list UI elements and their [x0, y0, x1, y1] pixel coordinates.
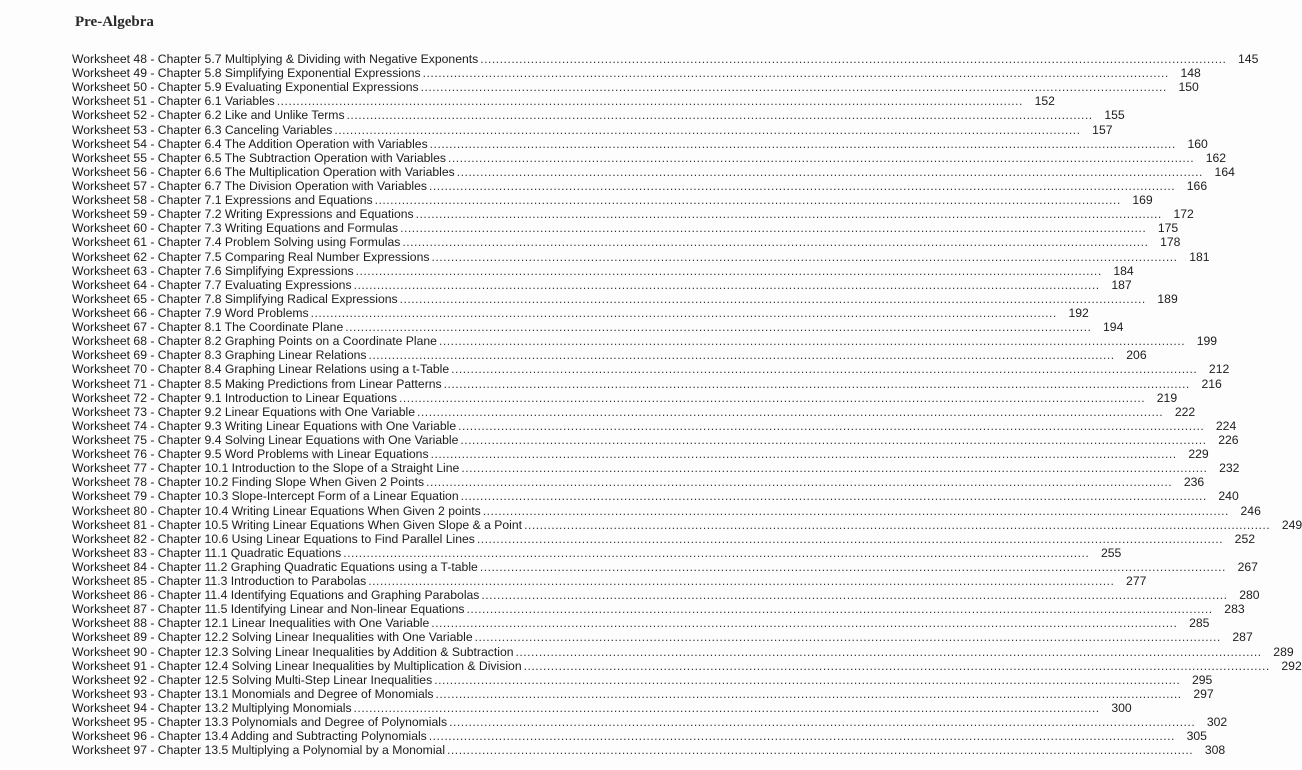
toc-entry-title: Worksheet 83 - Chapter 11.1 Quadratic Equations: [72, 545, 342, 560]
toc-entry-page-number: 240: [1218, 489, 1239, 504]
toc-entry: [72, 743, 1226, 758]
toc-entry: [72, 207, 1194, 222]
toc-entry-title: Worksheet 97 - Chapter 13.5 Multiplying a Polynomial by a Monomial: [72, 743, 446, 758]
toc-entry-title: Worksheet 95 - Chapter 13.3 Polynomials and Degree of Polynomials: [72, 715, 448, 730]
toc-entry-page-number: 229: [1188, 447, 1209, 462]
toc-entry: [72, 320, 1124, 335]
toc-entry-page-number: 292: [1281, 658, 1302, 673]
toc-entry-title: Worksheet 50 - Chapter 5.9 Evaluating Exponential Expressions: [72, 80, 419, 95]
toc-entry: [72, 701, 1132, 716]
dot-leader: [455, 165, 1205, 179]
dot-leader: [447, 715, 1197, 729]
toc-entry-title: Worksheet 59 - Chapter 7.2 Writing Expressions and Equations: [72, 207, 414, 222]
toc-entry-title: Worksheet 92 - Chapter 12.5 Solving Multi-Step Linear Inequalities: [72, 672, 433, 687]
toc-entry-title: Worksheet 61 - Chapter 7.4 Problem Solving using Formulas: [72, 235, 401, 250]
toc-entry-page-number: 189: [1157, 291, 1178, 306]
toc-entry: [72, 503, 1261, 518]
dot-leader: [429, 616, 1179, 630]
dot-leader: [345, 108, 1095, 122]
toc-entry-title: Worksheet 90 - Chapter 12.3 Solving Linear Inequalities by Addition & Subtraction: [72, 644, 514, 659]
dot-leader: [514, 645, 1264, 659]
dot-leader: [445, 743, 1195, 757]
toc-entry: [72, 235, 1181, 250]
dot-leader: [427, 729, 1177, 743]
toc-entry-page-number: 300: [1111, 701, 1132, 716]
toc-entry-page-number: 289: [1273, 644, 1294, 659]
dot-leader: [458, 433, 1208, 447]
dot-leader: [366, 348, 1116, 362]
toc-entry: [72, 80, 1199, 95]
dot-leader: [481, 504, 1231, 518]
toc-entry-title: Worksheet 52 - Chapter 6.2 Like and Unlike Terms: [72, 108, 345, 123]
toc-entry-page-number: 283: [1224, 602, 1245, 617]
toc-entry-title: Worksheet 80 - Chapter 10.4 Writing Linear Equations When Given 2 points: [72, 503, 481, 518]
toc-entry-title: Worksheet 91 - Chapter 12.4 Solving Linear Inequalities by Multiplication & Division: [72, 658, 522, 673]
toc-entry-page-number: 236: [1183, 475, 1205, 490]
toc-entry-title: Worksheet 67 - Chapter 8.1 The Coordinate Plane: [72, 320, 344, 335]
dot-leader: [449, 362, 1199, 376]
toc-entry-title: Worksheet 53 - Chapter 6.3 Canceling Variables: [72, 122, 333, 137]
toc-entry: [72, 390, 1178, 405]
toc-entry-title: Worksheet 56 - Chapter 6.6 The Multiplication Operation with Variables: [72, 164, 455, 179]
toc-entry-title: Worksheet 65 - Chapter 7.8 Simplifying Radical Expressions: [72, 291, 398, 306]
toc-entry: [72, 404, 1196, 419]
toc-entry: [72, 644, 1294, 659]
toc-entry-title: Worksheet 77 - Chapter 10.1 Introduction to the Slope of a Straight Line: [72, 461, 460, 476]
toc-entry: [72, 672, 1213, 687]
dot-leader: [341, 546, 1091, 560]
toc-entry-title: Worksheet 82 - Chapter 10.6 Using Linear Equations to Find Parallel Lines: [72, 531, 475, 546]
toc-entry-page-number: 255: [1100, 545, 1122, 560]
toc-entry: [72, 178, 1208, 193]
dot-leader: [419, 80, 1169, 94]
dot-leader: [373, 193, 1123, 207]
toc-entry-title: Worksheet 55 - Chapter 6.5 The Subtraction Operation with Variables: [72, 150, 446, 165]
toc-entry: [72, 94, 1055, 109]
dot-leader: [421, 66, 1171, 80]
toc-entry-page-number: 246: [1240, 503, 1261, 518]
toc-entry: [72, 715, 1228, 730]
toc-entry: [72, 108, 1125, 123]
toc-entry-page-number: 280: [1239, 588, 1260, 603]
toc-entry-page-number: 155: [1104, 108, 1125, 123]
toc-entry: [72, 686, 1214, 701]
toc-entry-title: Worksheet 68 - Chapter 8.2 Graphing Points on a Coordinate Plane: [72, 334, 437, 349]
dot-leader: [332, 123, 1082, 137]
toc-entry: [72, 658, 1302, 673]
dot-leader: [432, 673, 1182, 687]
toc-entry: [72, 531, 1256, 546]
toc-entry: [72, 461, 1240, 476]
dot-leader: [354, 264, 1104, 278]
toc-entry-page-number: 162: [1205, 150, 1227, 165]
dot-leader: [427, 179, 1177, 193]
toc-entry: [72, 249, 1210, 264]
toc-entry-page-number: 297: [1193, 686, 1214, 701]
toc-entry-title: Worksheet 94 - Chapter 13.2 Multiplying Monomials: [72, 701, 352, 716]
toc-entry-page-number: 216: [1201, 376, 1222, 391]
dot-leader: [309, 306, 1059, 320]
toc-entry: [72, 277, 1132, 292]
dot-leader: [366, 574, 1116, 588]
toc-entry-title: Worksheet 86 - Chapter 11.4 Identifying Equations and Graphing Parabolas: [72, 588, 480, 603]
toc-entry-title: Worksheet 87 - Chapter 11.5 Identifying Linear and Non-linear Equations: [72, 602, 465, 617]
toc-entry: [72, 545, 1122, 560]
toc-entry: [72, 376, 1222, 391]
toc-entry-page-number: 226: [1218, 432, 1239, 447]
toc-entry-page-number: 164: [1214, 164, 1235, 179]
toc-entry-page-number: 145: [1238, 52, 1259, 66]
toc-entry-page-number: 232: [1219, 461, 1240, 476]
toc-entry: [72, 221, 1179, 236]
toc-entry-title: Worksheet 62 - Chapter 7.5 Comparing Real Number Expressions: [72, 249, 430, 264]
toc-entry-title: Worksheet 48 - Chapter 5.7 Multiplying & Dividing with Negative Exponents: [72, 52, 479, 66]
dot-leader: [478, 560, 1228, 574]
toc-entry: [72, 66, 1201, 81]
toc-entry: [72, 616, 1210, 631]
toc-entry-title: Worksheet 89 - Chapter 12.2 Solving Linear Inequalities with One Variable: [72, 630, 473, 645]
toc-entry-title: Worksheet 88 - Chapter 12.1 Linear Inequalities with One Variable: [72, 616, 430, 631]
toc-entry: [72, 193, 1153, 208]
toc-entry-title: Worksheet 71 - Chapter 8.5 Making Predictions from Linear Patterns: [72, 376, 442, 391]
toc-entry-page-number: 148: [1180, 66, 1201, 81]
toc-entry-page-number: 224: [1215, 418, 1237, 433]
dot-leader: [428, 137, 1178, 151]
toc-entry: [72, 305, 1089, 320]
dot-leader: [434, 687, 1184, 701]
table-of-contents: [72, 52, 1302, 758]
toc-entry-page-number: 302: [1206, 715, 1228, 730]
toc-entry-page-number: 222: [1174, 404, 1196, 419]
toc-entry: [72, 475, 1205, 490]
toc-entry: [72, 334, 1218, 349]
dot-leader: [400, 235, 1150, 249]
toc-entry: [72, 447, 1209, 462]
dot-leader: [415, 405, 1165, 419]
toc-entry-page-number: 219: [1156, 390, 1178, 405]
dot-leader: [475, 532, 1225, 546]
toc-entry-page-number: 285: [1189, 616, 1210, 631]
toc-entry: [72, 602, 1245, 617]
toc-entry-page-number: 172: [1173, 207, 1194, 222]
toc-entry-page-number: 194: [1103, 320, 1124, 335]
toc-entry-page-number: 249: [1281, 517, 1302, 532]
toc-entry-title: Worksheet 54 - Chapter 6.4 The Addition Operation with Variables: [72, 136, 428, 151]
toc-entry-page-number: 184: [1113, 263, 1134, 278]
toc-entry-page-number: 152: [1034, 94, 1055, 109]
dot-leader: [459, 461, 1209, 475]
toc-entry-title: Worksheet 73 - Chapter 9.2 Linear Equations with One Variable: [72, 404, 416, 419]
toc-entry-page-number: 199: [1196, 334, 1218, 349]
toc-entry-page-number: 166: [1186, 178, 1208, 193]
dot-leader: [414, 207, 1164, 221]
toc-entry: [72, 630, 1253, 645]
toc-entry-page-number: 267: [1237, 559, 1258, 574]
toc-entry: [72, 729, 1207, 744]
toc-entry-title: Worksheet 64 - Chapter 7.7 Evaluating Expressions: [72, 277, 352, 292]
toc-entry-page-number: 295: [1191, 672, 1213, 687]
toc-entry: [72, 164, 1235, 179]
toc-entry-title: Worksheet 72 - Chapter 9.1 Introduction to Linear Equations: [72, 390, 397, 405]
dot-leader: [398, 292, 1148, 306]
dot-leader: [437, 334, 1187, 348]
toc-entry-page-number: 287: [1232, 630, 1253, 645]
toc-entry-title: Worksheet 76 - Chapter 9.5 Word Problems with Linear Equations: [72, 447, 429, 462]
toc-entry-title: Worksheet 84 - Chapter 11.2 Graphing Quadratic Equations using a T-table: [72, 559, 478, 574]
toc-entry-page-number: 192: [1068, 305, 1089, 320]
dot-leader: [343, 320, 1093, 334]
dot-leader: [446, 151, 1196, 165]
toc-entry-page-number: 178: [1160, 235, 1181, 250]
toc-entry-page-number: 175: [1157, 221, 1179, 236]
toc-entry-title: Worksheet 66 - Chapter 7.9 Word Problems: [72, 305, 309, 320]
toc-entry-page-number: 277: [1126, 574, 1147, 589]
dot-leader: [275, 94, 1025, 108]
dot-leader: [429, 250, 1179, 264]
toc-entry: [72, 517, 1302, 532]
dot-leader: [397, 391, 1147, 405]
toc-entry: [72, 559, 1258, 574]
toc-entry-title: Worksheet 74 - Chapter 9.3 Writing Linear Equations with One Variable: [72, 418, 457, 433]
toc-entry-title: Worksheet 81 - Chapter 10.5 Writing Linear Equations When Given Slope & a Point: [72, 517, 523, 532]
dot-leader: [479, 588, 1229, 602]
dot-leader: [398, 221, 1148, 235]
dot-leader: [522, 659, 1272, 673]
toc-entry-page-number: 157: [1092, 122, 1113, 137]
toc-entry: [72, 348, 1147, 363]
toc-entry-title: Worksheet 70 - Chapter 8.4 Graphing Linear Relations using a t-Table: [72, 362, 450, 377]
toc-entry-title: Worksheet 93 - Chapter 13.1 Monomials and Degree of Monomials: [72, 686, 434, 701]
toc-entry: [72, 418, 1237, 433]
dot-leader: [456, 419, 1206, 433]
toc-entry: [72, 432, 1239, 447]
dot-leader: [465, 602, 1215, 616]
toc-entry-page-number: 150: [1178, 80, 1199, 95]
toc-entry-title: Worksheet 78 - Chapter 10.2 Finding Slope When Given 2 Points: [72, 475, 425, 490]
toc-entry-title: Worksheet 57 - Chapter 6.7 The Division Operation with Variables: [72, 178, 427, 193]
toc-entry-title: Worksheet 85 - Chapter 11.3 Introduction to Parabolas: [72, 574, 367, 589]
toc-entry: [72, 122, 1113, 137]
toc-entry: [72, 489, 1239, 504]
toc-entry-title: Worksheet 75 - Chapter 9.4 Solving Linear Equations with One Variable: [72, 432, 459, 447]
toc-entry-page-number: 212: [1208, 362, 1230, 377]
dot-leader: [429, 447, 1179, 461]
dot-leader: [424, 475, 1174, 489]
toc-entry: [72, 136, 1208, 151]
toc-entry-title: Worksheet 58 - Chapter 7.1 Expressions and Equations: [72, 193, 373, 208]
dot-leader: [522, 518, 1272, 532]
toc-entry-page-number: 169: [1132, 193, 1153, 208]
toc-entry-title: Worksheet 49 - Chapter 5.8 Simplifying Exponential Expressions: [72, 66, 421, 81]
toc-entry: [72, 263, 1134, 278]
dot-leader: [352, 278, 1102, 292]
toc-entry: [72, 588, 1260, 603]
toc-entry: [72, 574, 1147, 589]
page-title: Pre-Algebra: [75, 14, 154, 30]
dot-leader: [478, 52, 1228, 66]
toc-entry-page-number: 308: [1204, 743, 1226, 758]
toc-entry-page-number: 252: [1234, 531, 1256, 546]
toc-entry-title: Worksheet 60 - Chapter 7.3 Writing Equations and Formulas: [72, 221, 399, 236]
toc-entry-page-number: 160: [1187, 136, 1208, 151]
toc-entry-page-number: 206: [1126, 348, 1147, 363]
toc-entry: [72, 150, 1227, 165]
toc-entry-page-number: 181: [1189, 249, 1210, 264]
toc-entry: [72, 291, 1178, 306]
dot-leader: [473, 630, 1223, 644]
toc-entry-title: Worksheet 51 - Chapter 6.1 Variables: [72, 94, 275, 109]
toc-entry-page-number: 305: [1186, 729, 1207, 744]
dot-leader: [442, 377, 1192, 391]
toc-entry: [72, 52, 1259, 66]
toc-entry-title: Worksheet 69 - Chapter 8.3 Graphing Linear Relations: [72, 348, 367, 363]
toc-entry-title: Worksheet 79 - Chapter 10.3 Slope-Intercept Form of a Linear Equation: [72, 489, 459, 504]
toc-entry-title: Worksheet 63 - Chapter 7.6 Simplifying Expressions: [72, 263, 354, 278]
toc-entry-page-number: 187: [1111, 277, 1132, 292]
toc-entry: [72, 362, 1230, 377]
toc-entry-title: Worksheet 96 - Chapter 13.4 Adding and Subtracting Polynomials: [72, 729, 427, 744]
dot-leader: [459, 489, 1209, 503]
dot-leader: [352, 701, 1102, 715]
